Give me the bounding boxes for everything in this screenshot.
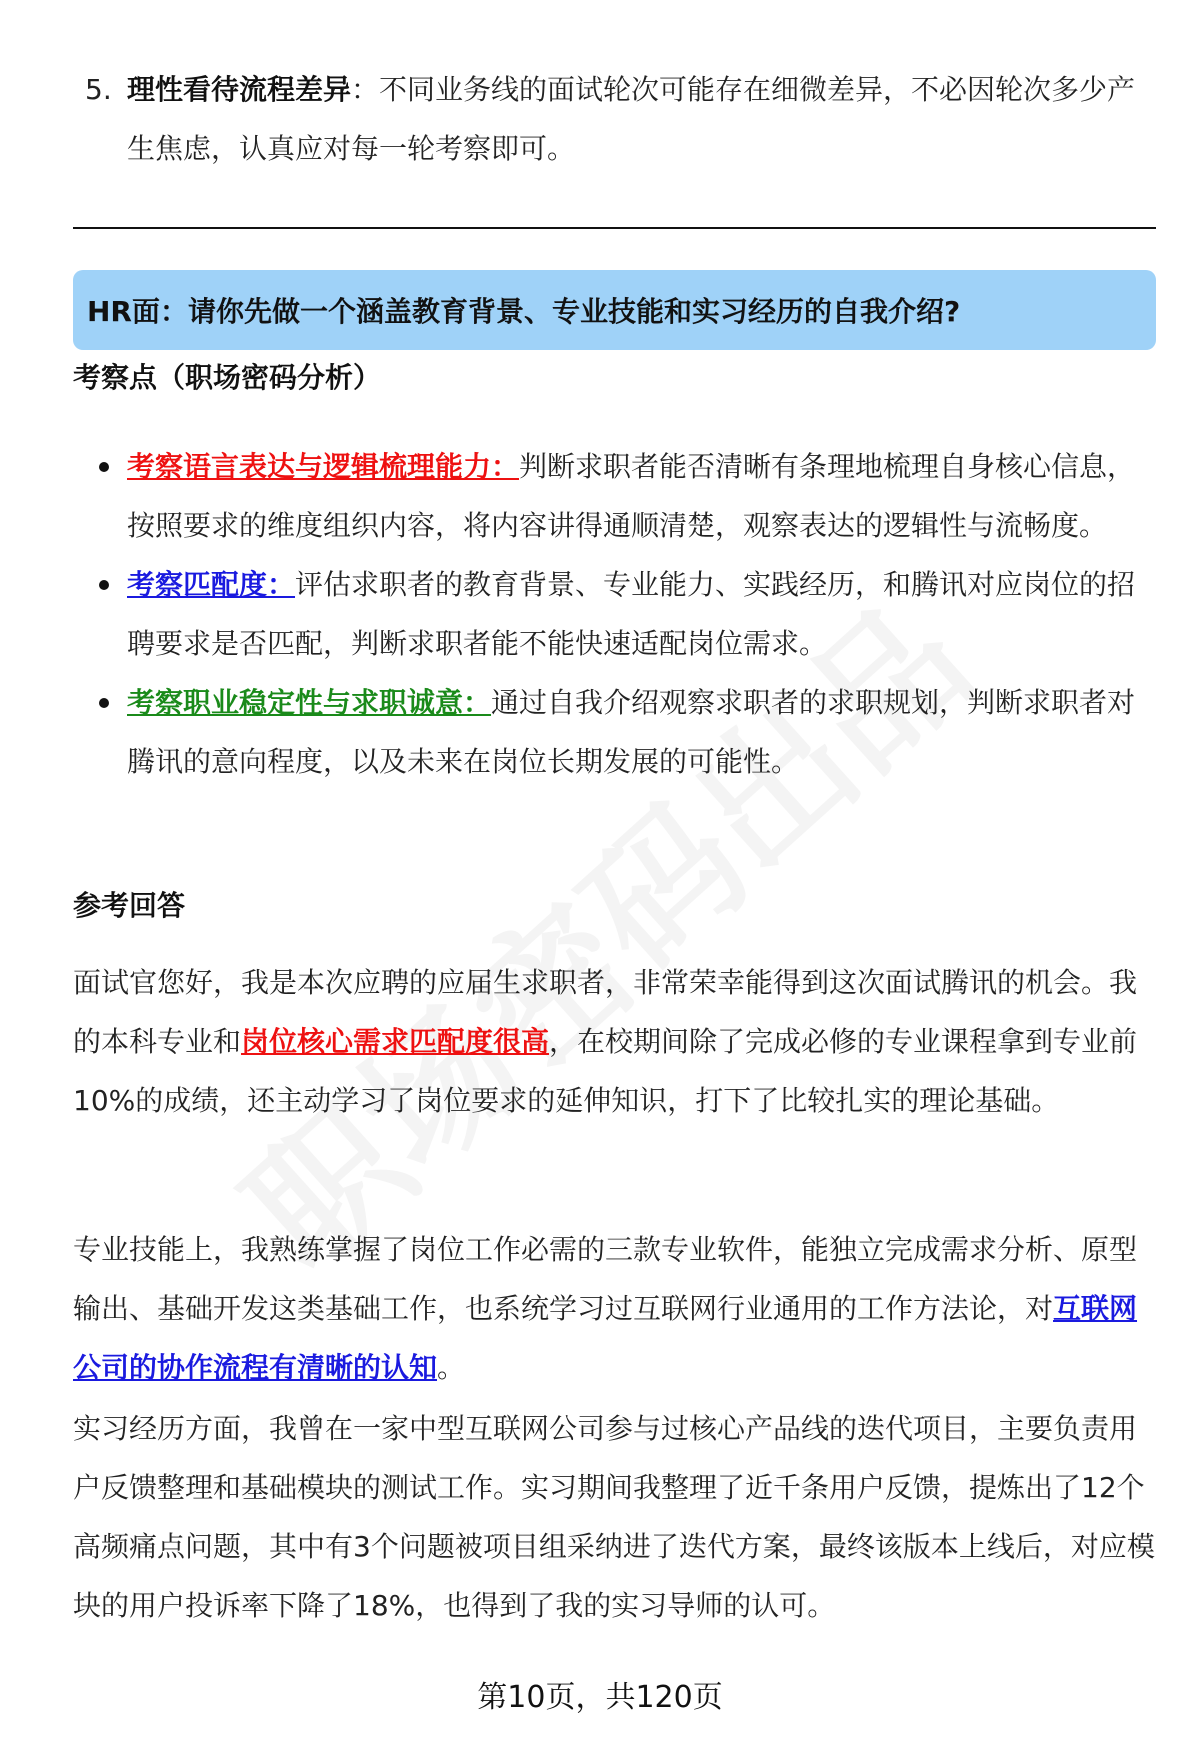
analysis-heading: 考察点（职场密码分析） — [73, 361, 382, 394]
analysis-item-title: 考察职业稳定性与求职诚意： — [127, 686, 492, 719]
list-item-5 — [85, 60, 1155, 178]
analysis-item — [73, 555, 1156, 673]
bullet-icon — [73, 673, 127, 791]
question-title: HR面：请你先做一个涵盖教育背景、专业技能和实习经历的自我介绍? — [87, 295, 961, 328]
answer-paragraph-3: 实习经历方面，我曾在一家中型互联网公司参与过核心产品线的迭代项目，主要负责用户反馈整理和基础模块的测试工作。实习期间我整理了近千条用户反馈，提炼出了12个高频痛点问题，其中有3个问题被项目组采纳进了迭代方案，最终该版本上线后，对应模块的用户投诉率下降了18%，也得到了我的实习导师的认可。 — [73, 1412, 1155, 1622]
list-item-body: ：不同业务线的面试轮次可能存在细微差异，不必因轮次多少产生焦虑，认真应对每一轮考察即可。 — [127, 73, 1136, 165]
text: ，在校期间除了完成必修的专业课程拿到专业前10%的成绩，还主动学习了岗位要求的延伸知识，打下了比较扎实的理论基础。 — [73, 1025, 1138, 1117]
divider — [73, 227, 1156, 229]
page-number: 第10页，共120页 — [477, 1680, 723, 1715]
highlight: 岗位核心需求匹配度很高 — [241, 1025, 550, 1058]
highlight: 互联网公司的协作流程有清晰的认知 — [73, 1292, 1138, 1384]
analysis-list — [73, 437, 1156, 791]
analysis-item-title: 考察语言表达与逻辑梳理能力： — [127, 450, 520, 483]
question-box — [73, 270, 1156, 350]
answer-heading: 参考回答 — [73, 889, 186, 922]
list-number: 5. — [85, 73, 112, 106]
analysis-item-text: 通过自我介绍观察求职者的求职规划，判断求职者对腾讯的意向程度，以及未来在岗位长期发展的可能性。 — [127, 686, 1136, 778]
list-item-title: 理性看待流程差异 — [127, 73, 352, 106]
analysis-item — [73, 673, 1156, 791]
analysis-item — [73, 437, 1156, 555]
analysis-item-title: 考察匹配度： — [127, 568, 296, 601]
analysis-item-text: 判断求职者能否清晰有条理地梳理自身核心信息，按照要求的维度组织内容，将内容讲得通顺清楚，观察表达的逻辑性与流畅度。 — [127, 450, 1136, 542]
answer-paragraph-1 — [73, 953, 1156, 1130]
text: 。 — [437, 1351, 466, 1384]
answer-paragraph-2 — [73, 1220, 1156, 1397]
text: 专业技能上，我熟练掌握了岗位工作必需的三款专业软件，能独立完成需求分析、原型输出、基础开发这类基础工作，也系统学习过互联网行业通用的工作方法论，对 — [73, 1233, 1138, 1325]
list-item-text — [127, 60, 1155, 178]
analysis-item-text: 评估求职者的教育背景、专业能力、实践经历，和腾讯对应岗位的招聘要求是否匹配，判断求职者能不能快速适配岗位需求。 — [127, 568, 1136, 660]
bullet-icon — [73, 437, 127, 555]
bullet-icon — [73, 555, 127, 673]
text: 面试官您好，我是本次应聘的应届生求职者，非常荣幸能得到这次面试腾讯的机会。我的本科专业和 — [73, 966, 1138, 1058]
